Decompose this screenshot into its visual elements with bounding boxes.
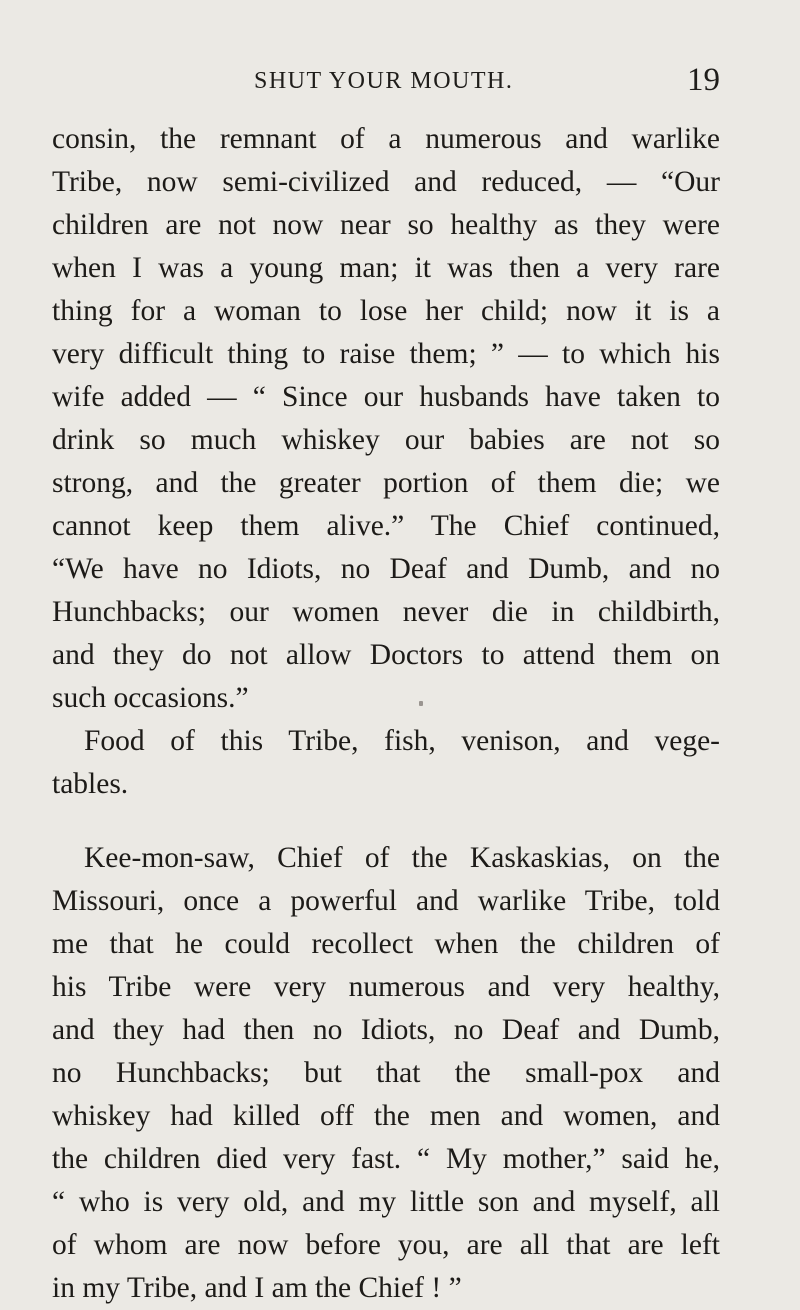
text-line: Food of this Tribe, fish, venison, and vege- (84, 725, 720, 757)
text-line: thing for a woman to lose her child; now it is a (52, 295, 720, 327)
body-text (52, 118, 720, 1310)
running-head (52, 64, 720, 104)
text-line: when I was a young man; it was then a very rare (52, 252, 720, 284)
text-line: whiskey had killed off the men and women, and (52, 1100, 720, 1132)
text-line: drink so much whiskey our babies are not so (52, 424, 720, 456)
page-number: 19 (687, 62, 720, 98)
text-line: the children died very fast. “ My mother,” said he, (52, 1143, 720, 1175)
text-line: Tribe, now semi-civilized and reduced, — “Our (52, 166, 720, 198)
text-line: wife added — “ Since our husbands have taken to (52, 381, 720, 413)
paragraph-gap (52, 806, 720, 837)
text-line: very difficult thing to raise them; ” — to which his (52, 338, 720, 370)
text-line: children are not now near so healthy as they were (52, 209, 720, 241)
text-line: in my Tribe, and I am the Chief ! ” (52, 1272, 462, 1304)
text-line: “We have no Idiots, no Deaf and Dumb, and no (52, 553, 720, 585)
running-title: SHUT YOUR MOUTH. (254, 68, 514, 94)
paragraph (52, 837, 720, 1310)
ink-speck (419, 701, 423, 706)
text-line: “ who is very old, and my little son and myself, all (52, 1186, 720, 1218)
text-line: Hunchbacks; our women never die in childbirth, (52, 596, 720, 628)
text-line: Missouri, once a powerful and warlike Tribe, told (52, 885, 720, 917)
text-line: me that he could recollect when the children of (52, 928, 720, 960)
text-line: Kee-mon-saw, Chief of the Kaskaskias, on the (84, 842, 720, 874)
text-line: and they had then no Idiots, no Deaf and Dumb, (52, 1014, 720, 1046)
text-line: strong, and the greater portion of them die; we (52, 467, 720, 499)
text-line: no Hunchbacks; but that the small-pox and (52, 1057, 720, 1089)
text-line: tables. (52, 768, 129, 800)
text-line: cannot keep them alive.” The Chief continued, (52, 510, 720, 542)
paragraph (52, 118, 720, 720)
text-line: consin, the remnant of a numerous and warlike (52, 123, 720, 155)
text-line: and they do not allow Doctors to attend them on (52, 639, 720, 671)
paragraph (52, 720, 720, 806)
text-line: such occasions.” (52, 682, 249, 714)
text-line: his Tribe were very numerous and very healthy, (52, 971, 720, 1003)
text-line: of whom are now before you, are all that are left (52, 1229, 720, 1261)
